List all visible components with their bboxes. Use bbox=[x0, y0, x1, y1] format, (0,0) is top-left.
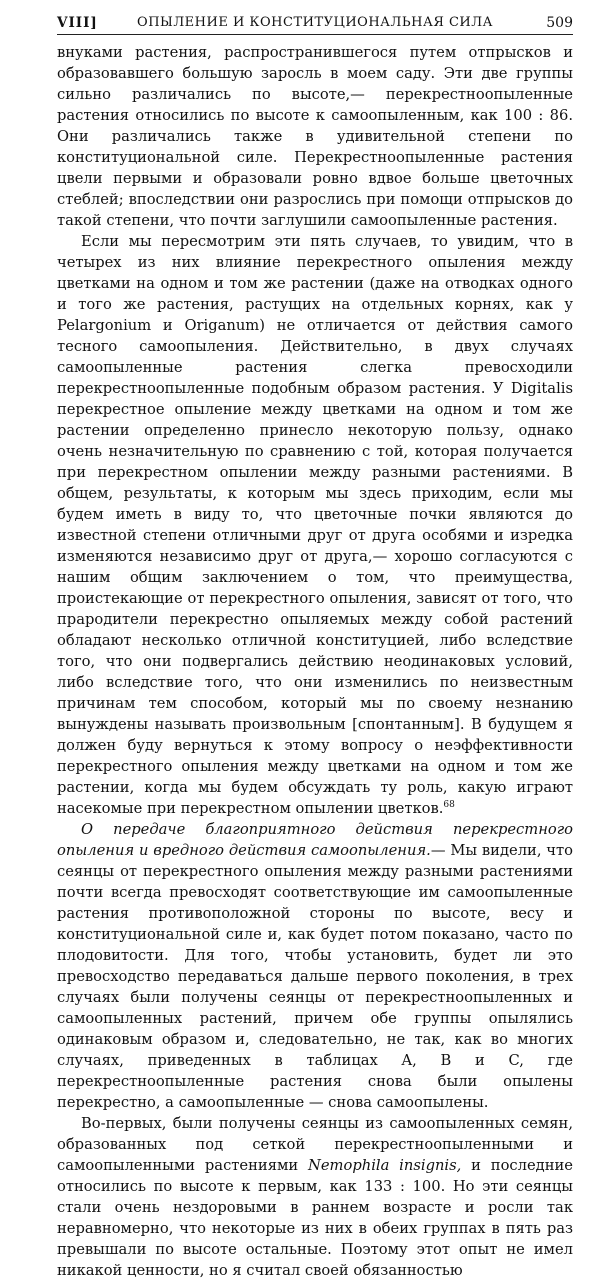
paragraph-1: внуками растения, распространившегося путем отпрысков и образовавшего большую заросль в моем саду. Эти две группы сильно различались по высоте,— перекрестноопыленные растения относились по высоте к самоопыленным, как 100 : 86. Они различались также в удивительной степени по конституциональной силе. Перекрестноопыленные растения цвели первыми и образовали ровно вдвое больше цветочных стеблей; впоследствии они разрослись при помощи отпрысков до такой степени, что почти заглушили самоопыленные растения. bbox=[57, 44, 573, 229]
paragraph-4-text-end: и последние относились по высоте к первым, как 133 : 100. Но эти сеянцы стали очень нездоровыми в раннем возрасте и росли так неравномерно, что некоторые из них в обеих группах в пять раз превышали по высоте остальные. Поэтому этот опыт не имел никакой ценности, но я считал своей обязанностью bbox=[57, 1157, 573, 1279]
paragraph-2-text: Если мы пересмотрим эти пять случаев, то увидим, что в четырех из них влияние перекрестного опыления между цветками на одном и том же растении (даже на отводках одного и того же растения, растущих на отдельных корнях, как у Pelargonium и Origanum) не отличается от действия самого тесного самоопыления. Действительно, в двух случаях самоопыленные растения слегка превосходили перекрестноопыленные подобным образом растения. У Digitalis перекрестное опыление между цветками на одном и том же растении определенно принесло некоторую пользу, однако очень незначительную по сравнению с той, которая получается при перекрестном опылении между разными растениями. В общем, результаты, к которым мы здесь приходим, если мы будем иметь в виду то, что цветочные почки являются до известной степени отличными друг от друга особями и изредка изменяются независимо друг от друга,— хорошо согласуются с нашим общим заключением о том, что преимущества, проистекающие от перекрестного опыления, зависят от того, что прародители перекрестно опыляемых между собой растений обладают несколько отличной конституцией, либо вследствие того, что они подвергались действию неодинаковых условий, либо вследствие того, что они изменились по неизвестным причинам тем способом, который мы по своему незнанию вынуждены называть произвольным [спонтанным]. В будущем я должен буду вернуться к этому вопросу о неэффективности перекрестного опыления между цветками на одном и том же растении, когда мы будем обсуждать ту роль, какую играют насекомые при перекрестном опылении цветков. bbox=[57, 233, 573, 817]
book-page bbox=[57, 12, 573, 1281]
paragraph-2 bbox=[57, 231, 573, 819]
paragraph-4-text-start: Во-первых, были получены сеянцы из самоопыленных семян, образованных под сеткой перекрестноопыленными и самоопыленными растениями bbox=[57, 1115, 573, 1174]
section-heading: О передаче благоприятного действия перекрестного опыления и вредного действия самоопыления. bbox=[57, 821, 573, 859]
paragraph-4 bbox=[57, 1113, 573, 1281]
page-number: 509 bbox=[546, 15, 573, 31]
species-name: Nemophila insignis, bbox=[308, 1157, 462, 1174]
running-title: ОПЫЛЕНИЕ И КОНСТИТУЦИОНАЛЬНАЯ СИЛА bbox=[137, 15, 493, 30]
paragraph-3-text: — Мы видели, что сеянцы от перекрестного опыления между разными растениями почти всегда превосходят соответствующие им самоопыленные растения противоположной стороны по высоте, весу и конституциональной силе и, как будет потом показано, часто по плодовитости. Для того, чтобы установить, будет ли это превосходство передаваться дальше первого поколения, в трех случаях были получены сеянцы от перекрестноопыленных и самоопыленных растений, причем обе группы опылялись одинаковым образом и, следовательно, не так, как во многих случаях, приведенных в таблицах A, B и C, где перекрестноопыленные растения снова были опылены перекрестно, а самоопыленные — снова самоопылены. bbox=[57, 842, 573, 1111]
chapter-number: VIII] bbox=[57, 15, 98, 31]
body-text bbox=[57, 42, 573, 1281]
paragraph-3 bbox=[57, 819, 573, 1113]
footnote-marker: 68 bbox=[443, 800, 455, 811]
running-head bbox=[57, 12, 573, 35]
